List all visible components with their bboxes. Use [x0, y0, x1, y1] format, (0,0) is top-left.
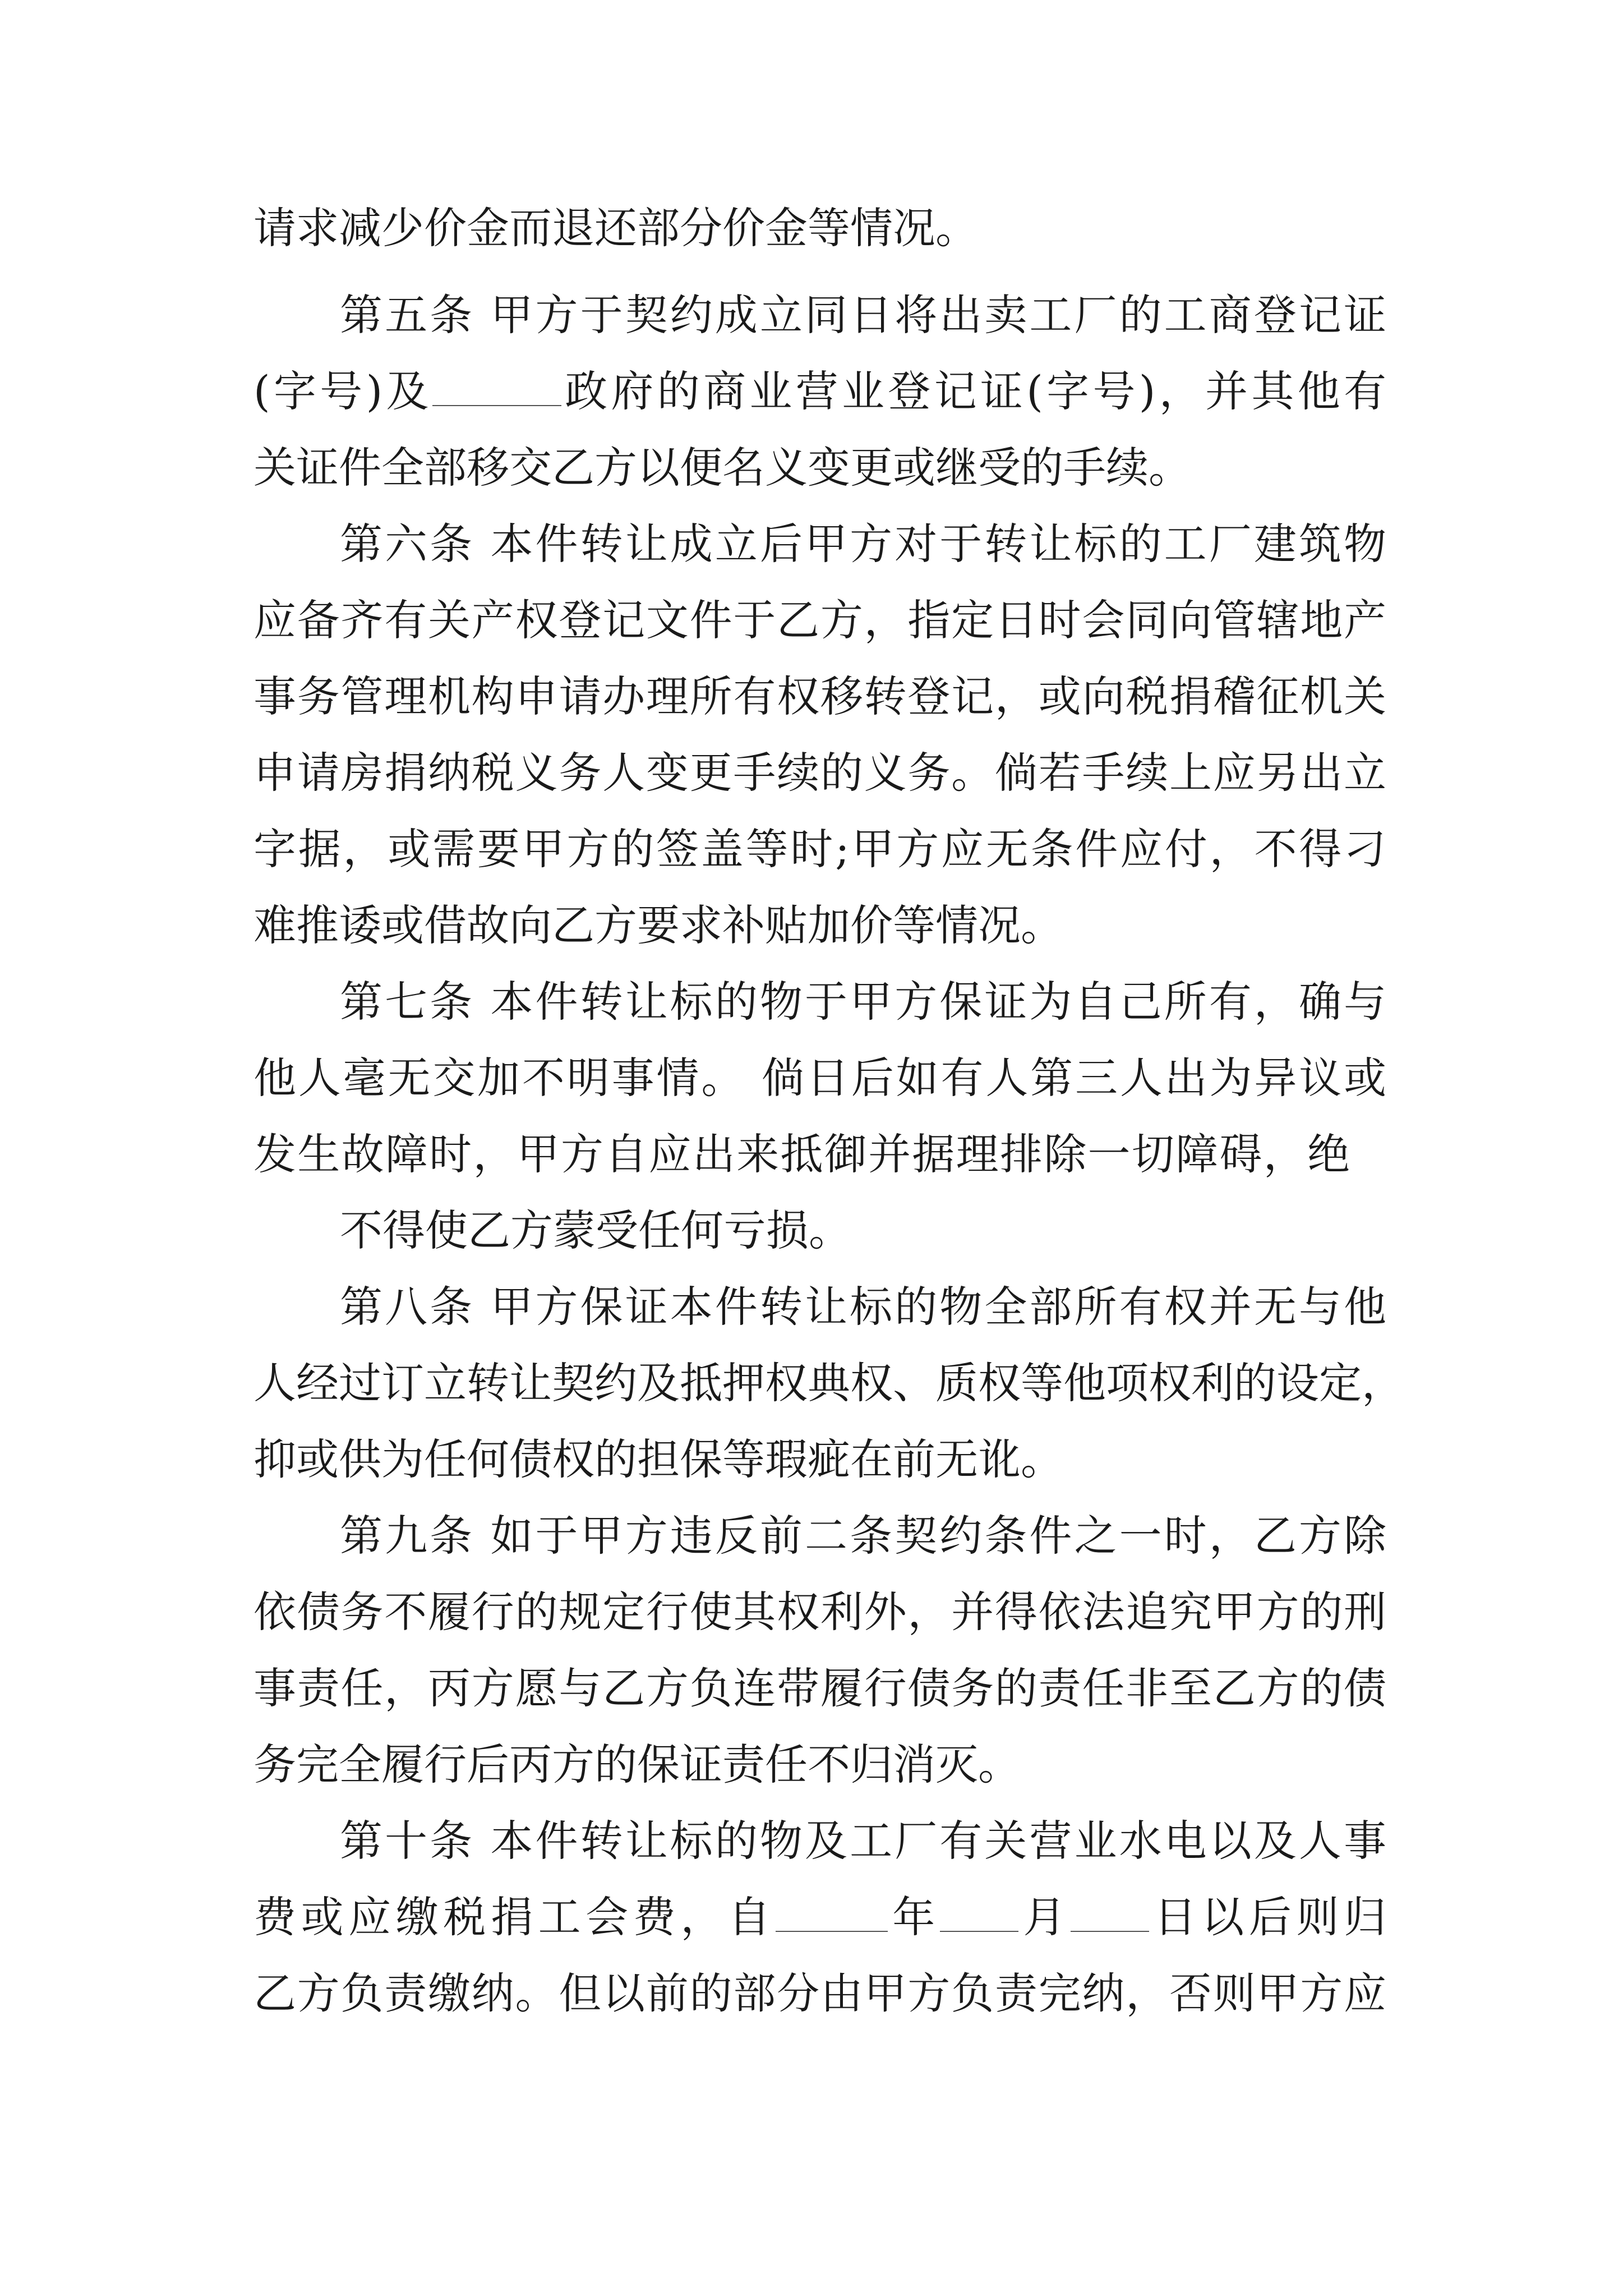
text-line: 字据，或需要甲方的签盖等时;甲方应无条件应付，不得刁 [253, 824, 1386, 874]
text-line: 依债务不履行的规定行使其权利外，并得依法追究甲方的刑 [253, 1587, 1386, 1637]
text-line: 人经过订立转让契约及抵押权典权、质权等他项权利的设定， [253, 1358, 1404, 1408]
text-line: 事责任，丙方愿与乙方负连带履行债务的责任非至乙方的债 [253, 1663, 1386, 1713]
text-line: 应备齐有关产权登记文件于乙方，指定日时会同向管辖地产 [253, 595, 1386, 645]
fill-in-blank [432, 370, 561, 406]
text-line: 难推诿或借故向乙方要求补贴加价等情况。 [253, 900, 1063, 950]
article-6-heading-line: 第六条 本件转让成立后甲方对于转让标的工厂建筑物 [340, 519, 1386, 569]
text-line: 不得使乙方蒙受任何亏损。 [340, 1205, 851, 1255]
month-blank [940, 1896, 1018, 1932]
article-7-heading-line: 第七条 本件转让标的物于甲方保证为自己所有，确与 [340, 977, 1386, 1027]
text-line-with-blank: (字号)及 政府的商业营业登记证(字号)，并其他有 [253, 366, 1386, 416]
text-line: 抑或供为任何债权的担保等瑕疵在前无讹。 [253, 1434, 1063, 1484]
year-blank [776, 1896, 888, 1932]
text-line: 乙方负责缴纳。但以前的部分由甲方负责完纳，否则甲方应 [253, 1968, 1386, 2018]
text-line: 发生故障时，甲方自应出来抵御并据理排除一切障碍，绝 [253, 1129, 1350, 1179]
article-10-heading-line: 第十条 本件转让标的物及工厂有关营业水电以及人事 [340, 1816, 1386, 1866]
day-blank [1071, 1896, 1149, 1932]
text-line: 关证件全部移交乙方以便名义变更或继受的手续。 [253, 443, 1191, 493]
article-9-heading-line: 第九条 如于甲方违反前二条契约条件之一时，乙方除 [340, 1511, 1386, 1561]
text-line: 务完全履行后丙方的保证责任不归消灭。 [253, 1740, 1021, 1789]
article-5-heading-line: 第五条 甲方于契约成立同日将出卖工厂的工商登记证 [340, 290, 1386, 340]
text-line: 他人毫无交加不明事情。 倘日后如有人第三人出为异议或 [253, 1053, 1386, 1103]
text-line-with-blanks: 费或应缴税捐工会费，自 年 月 日以后则归 [253, 1892, 1387, 1942]
text-line: 申请房捐纳税义务人变更手续的义务。倘若手续上应另出立 [253, 748, 1386, 798]
article-8-heading-line: 第八条 甲方保证本件转让标的物全部所有权并无与他 [340, 1282, 1386, 1332]
text-line: 事务管理机构申请办理所有权移转登记，或向税捐稽征机关 [253, 671, 1386, 721]
text-line: 请求减少价金而退还部分价金等情况。 [253, 203, 978, 253]
